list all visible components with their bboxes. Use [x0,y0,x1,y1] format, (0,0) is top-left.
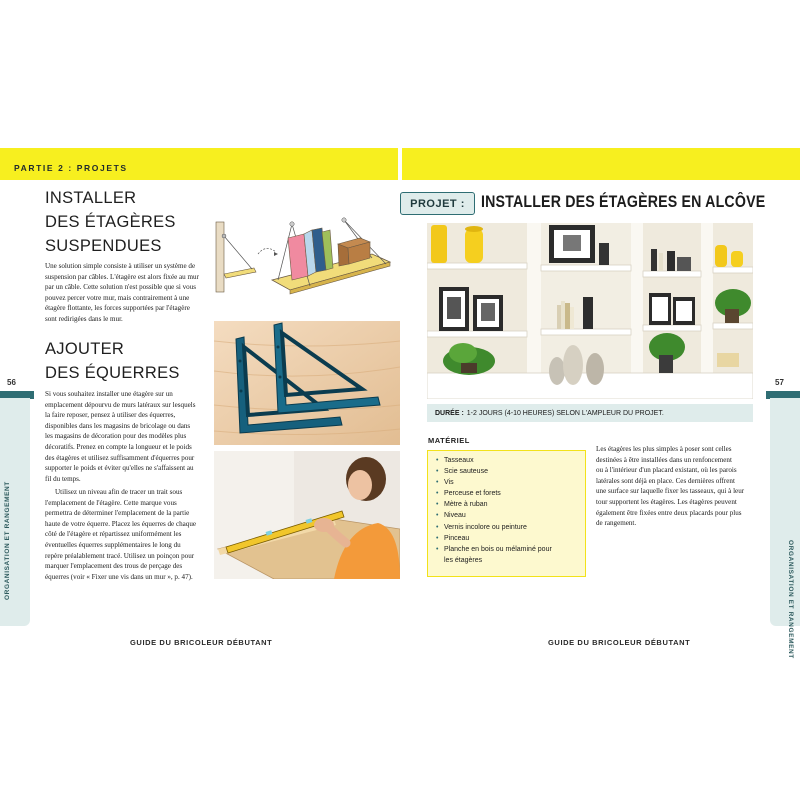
paragraph-suspended [45,261,215,325]
text-line: sont redirigées dans le mur. [45,314,123,323]
materials-box [427,450,586,577]
text-line: Si vous souhaitez installer une étagère sur un [45,390,173,398]
text-line: les magasins de décoration pour des modèles plus [45,432,187,441]
text-line: disponibles dans les magasins de bricolage ou dans [45,421,191,430]
text-line: fil du temps. [45,474,81,483]
title-line: DES ÉQUERRES [45,364,180,382]
footer-right: GUIDE DU BRICOLEUR DÉBUTANT [548,638,691,647]
text-line: emplacement dépourvu de murs latéraux sur lesquels [45,400,196,409]
project-badge: PROJET : [400,192,475,215]
page-number-right: 57 [775,378,784,387]
title-line: SUSPENDUES [45,237,162,255]
duration-text: 1-2 JOURS (4-10 HEURES) SELON L'AMPLEUR DU PROJET. [466,409,664,417]
materials-item: • Mètre à ruban [436,499,577,510]
materials-item: • Vis [436,477,577,488]
page-number-left: 56 [7,378,16,387]
text-line: supporter le poids et éviter qu'elles ne s'affaissent au [45,464,194,473]
text-line: suspension par câbles. L'étagère est alors fixée au mur [45,272,199,281]
text-line: des étagères et utilisez suffisamment d'équerres pour [45,453,195,462]
project-intro-paragraph [596,444,756,529]
text-line: éventuelles équerres supplémentaires le long du [45,540,181,549]
text-line: latérales sont déjà en place. Ces dernières offrent [596,476,735,485]
text-line: côté de l'étagère et répartissez uniformément les [45,530,182,539]
suspended-shelf-illustration [212,214,400,306]
section-title-brackets [45,337,180,385]
text-line: également être fixées entre deux placards pour plus [596,508,742,517]
text-line: tour supportent les étagères. Les étagères peuvent [596,497,737,506]
materials-item: • Niveau [436,510,577,521]
text-line: Utilisez un niveau afin de tracer un trait sous [55,488,183,496]
title-line: DES ÉTAGÈRES [45,213,176,231]
text-line: permettra de déterminer l'emplacement de la partie [45,509,190,518]
title-line: AJOUTER [45,340,125,358]
part-label: PARTIE 2 : PROJETS [14,163,128,173]
paragraph-brackets-1 [45,389,215,484]
paragraph-brackets-2 [45,487,215,582]
level-photo [214,451,400,579]
materials-item: • Planche en bois ou mélaminé pour [436,544,577,555]
text-line: étagère flottante, les forces supportées par l'étagère [45,304,190,313]
text-line: par un câble. Cette solution n'est possible que si vous [45,283,197,292]
materials-item: • Scie sauteuse [436,466,577,477]
section-title-suspended [45,186,176,258]
alcove-shelves-photo [427,223,753,399]
side-tab-left-label: ORGANISATION ET RANGEMENT [4,481,11,600]
duration-label: DURÉE : [435,409,464,417]
materials-list [436,455,577,566]
text-line: ou à l'intérieur d'un placard existant, où les parois [596,466,737,475]
text-line: destinées à être installées dans un renfoncement [596,455,732,464]
text-line: une surface sur laquelle fixer les tasseaux, qui à leur [596,487,745,496]
materials-item: • Vernis incolore ou peinture [436,522,577,533]
side-tab-right [770,398,800,626]
footer-left: GUIDE DU BRICOLEUR DÉBUTANT [130,638,273,647]
text-line: haute de votre équerre. Placez les équerres de chaque [45,519,197,528]
materials-title: MATÉRIEL [428,436,470,445]
text-line: pouvez percer votre mur, mais contrairement à une [45,293,190,302]
text-line: la faire reposer, pensez à utiliser des équerres, [45,411,176,420]
project-title: INSTALLER DES ÉTAGÈRES EN ALCÔVE [481,193,766,211]
side-tab-right-label: ORGANISATION ET RANGEMENT [787,540,794,659]
text-line: équerres (voir « Fixer une vis dans un mur », p. 47). [45,572,193,581]
text-line: l'emplacement de l'étagère. Cette marque vous [45,498,177,507]
text-line: décoratifs. Prenez en compte la longueur et le poids [45,442,192,451]
text-line: marquer l'emplacement des trous de perçage des [45,562,183,571]
text-line: repère préalablement tracé. Utilisez un poinçon pour [45,551,195,560]
title-line: INSTALLER [45,189,137,207]
materials-item: • Perceuse et forets [436,488,577,499]
text-line: Une solution simple consiste à utiliser un système de [45,262,196,270]
header-band-right [402,148,800,180]
brackets-photo [214,321,400,445]
materials-item: • Pinceau [436,533,577,544]
materials-item-continued: les étagères [444,556,483,564]
text-line: de rangement. [596,519,637,528]
materials-item: • Tasseaux [436,455,577,466]
text-line: Les étagères les plus simples à poser sont celles [596,445,732,453]
duration-bar [427,404,753,422]
